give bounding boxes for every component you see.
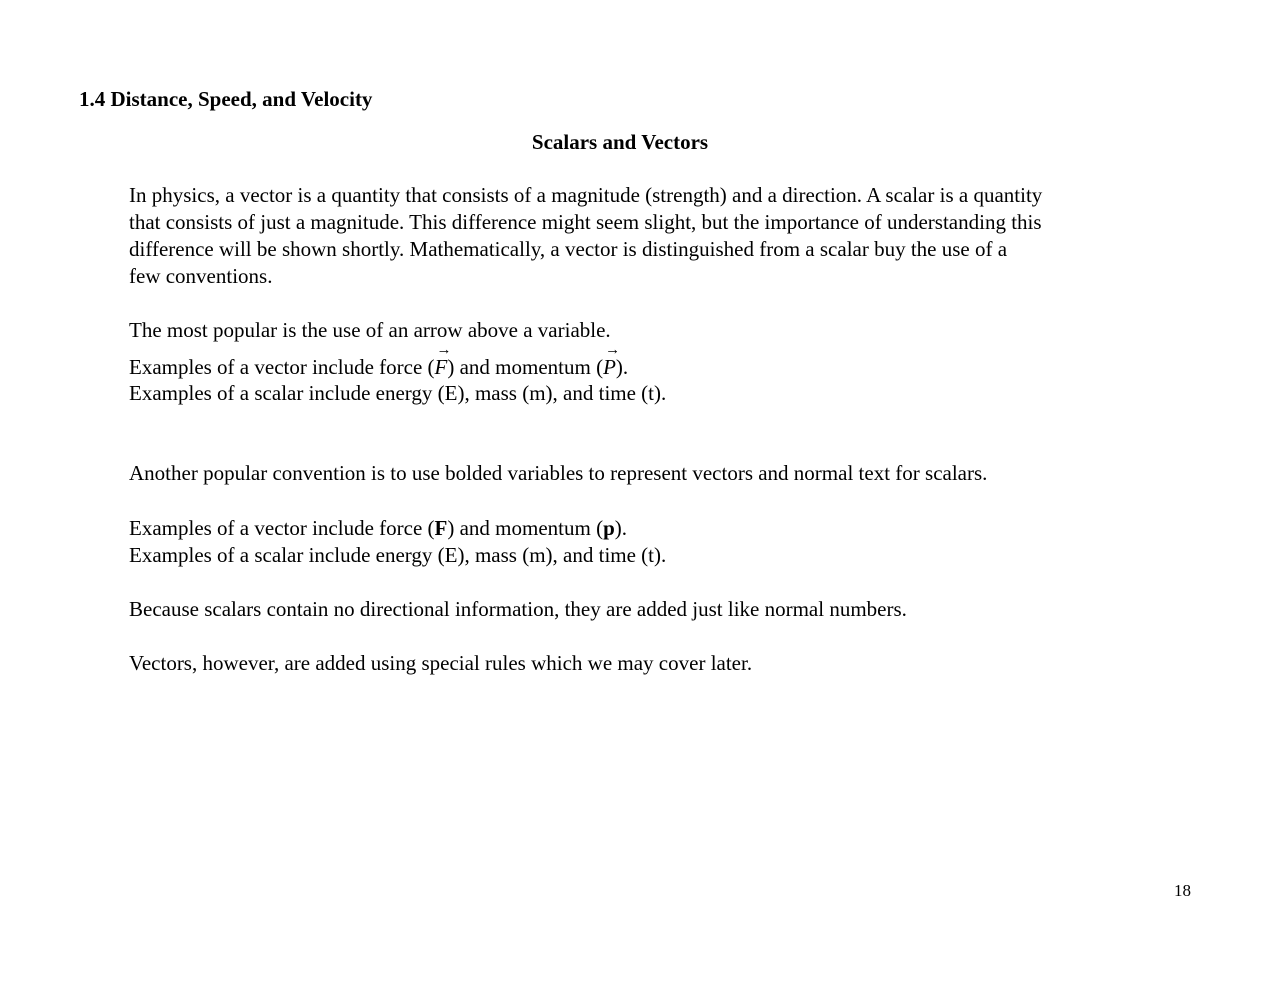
bold-vector-examples: [129, 515, 1119, 542]
vector-examples-middle: ) and momentum (: [447, 355, 604, 379]
bold-convention-intro: Another popular convention is to use bolded variables to represent vectors and normal text for scalars.: [129, 461, 988, 485]
momentum-symbol: P: [603, 355, 616, 379]
arrow-scalar-examples: Examples of a scalar include energy (E), mass (m), and time (t).: [129, 381, 667, 405]
intro-line: In physics, a vector is a quantity that consists of a magnitude (strength) and a direction. A scalar is a quantity: [129, 183, 1043, 207]
intro-line: difference will be shown shortly. Mathematically, a vector is distinguished from a scalar buy the use of a: [129, 237, 1008, 261]
intro-paragraph: [129, 182, 1119, 290]
section-heading: 1.4 Distance, Speed, and Velocity: [79, 87, 373, 111]
vector-examples-suffix: ).: [615, 355, 629, 379]
subheading: Scalars and Vectors: [531, 130, 709, 154]
vector-arrow-icon: →: [436, 342, 452, 358]
vector-examples-middle: ) and momentum (: [447, 516, 604, 540]
page-number: 18: [1174, 881, 1191, 900]
scalar-addition-text: Because scalars contain no directional information, they are added just like normal numbers.: [129, 597, 907, 621]
vector-examples-prefix: Examples of a vector include force (: [129, 355, 435, 379]
vector-addition-text: Vectors, however, are added using special rules which we may cover later.: [129, 651, 753, 675]
vector-examples-suffix: ).: [614, 516, 628, 540]
vector-examples-prefix: Examples of a vector include force (: [129, 516, 435, 540]
momentum-symbol: p: [603, 516, 615, 540]
force-vector-symbol: [434, 342, 452, 381]
bold-scalar-examples: Examples of a scalar include energy (E), mass (m), and time (t).: [129, 543, 667, 567]
intro-line: that consists of just a magnitude. This difference might seem slight, but the importance of understanding this: [129, 210, 1042, 234]
vector-arrow-icon: →: [605, 342, 621, 358]
momentum-vector-symbol: [603, 342, 621, 381]
force-symbol: F: [434, 516, 448, 540]
arrow-vector-examples: [129, 342, 1119, 381]
force-symbol: F: [434, 355, 448, 379]
arrow-convention-intro: The most popular is the use of an arrow above a variable.: [129, 318, 611, 342]
intro-line: few conventions.: [129, 264, 273, 288]
